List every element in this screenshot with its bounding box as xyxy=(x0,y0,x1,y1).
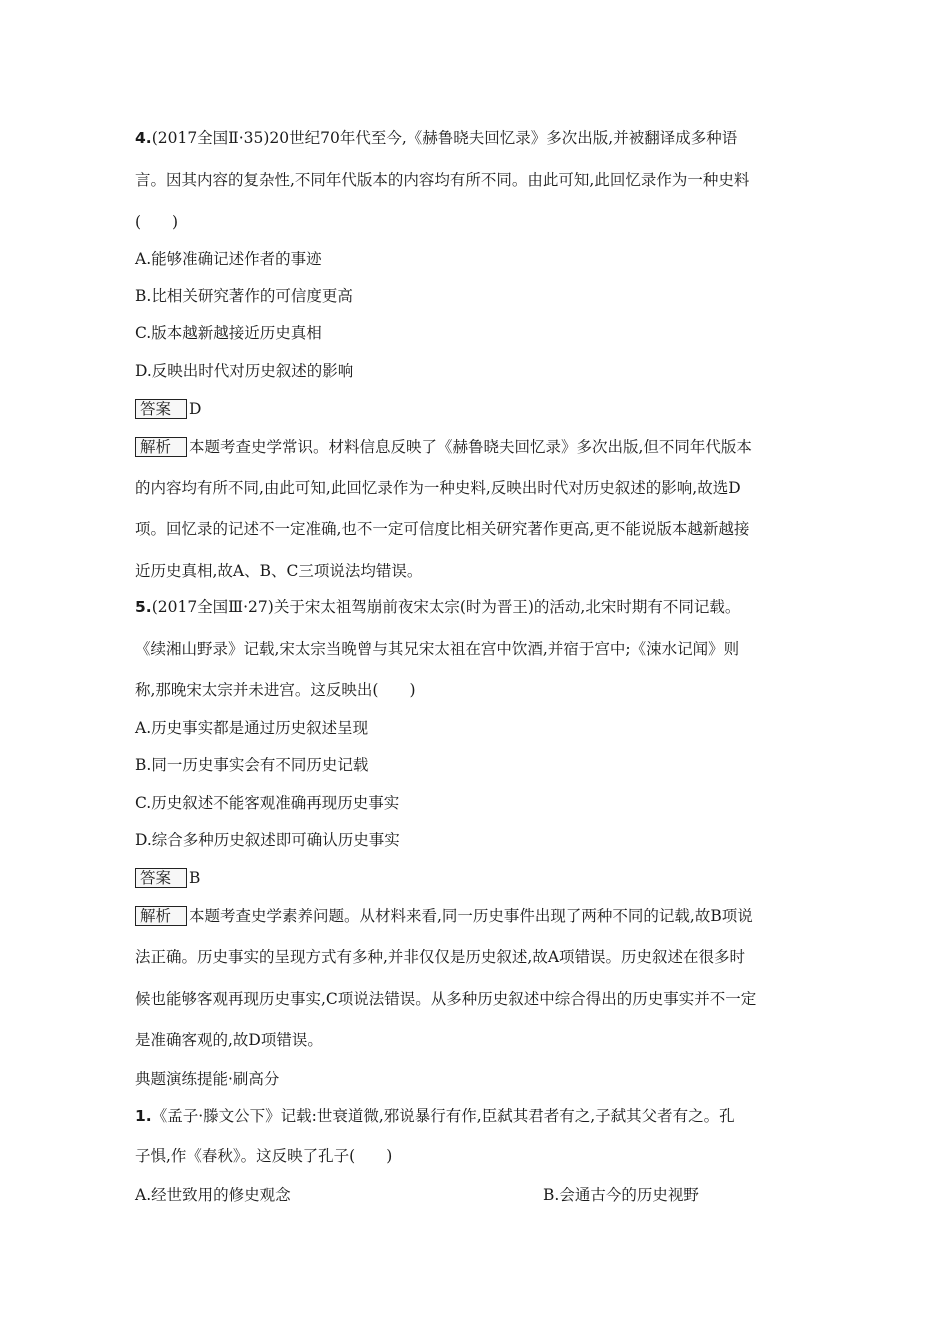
q5-option-c: C.历史叙述不能客观准确再现历史事实 xyxy=(135,794,400,812)
q1-number: 1. xyxy=(135,1107,152,1125)
q5-answer xyxy=(135,868,825,888)
q1-option-a: A.经世致用的修史观念 xyxy=(135,1186,291,1204)
q4-option-d: D.反映出时代对历史叙述的影响 xyxy=(135,362,354,380)
q4-option-b: B.比相关研究著作的可信度更高 xyxy=(135,287,353,305)
q5-stem-line-3: 称,那晚宋太宗并未进宫。这反映出( ) xyxy=(135,681,416,699)
q4-number: 4. xyxy=(135,129,152,147)
q5-option-b: B.同一历史事实会有不同历史记载 xyxy=(135,756,369,774)
q1-option-b: B.会通古今的历史视野 xyxy=(543,1186,699,1204)
q4-analysis-text-1: 本题考查史学常识。材料信息反映了《赫鲁晓夫回忆录》多次出版,但不同年代版本 xyxy=(189,438,752,456)
q5-analysis-line-3: 候也能够客观再现历史事实,C项说法错误。从多种历史叙述中综合得出的历史事实并不一定 xyxy=(135,990,757,1008)
q5-analysis-text-1: 本题考查史学素养问题。从材料来看,同一历史事件出现了两种不同的记载,故B项说 xyxy=(189,907,753,925)
q5-stem-line-2: 《续湘山野录》记载,宋太宗当晚曾与其兄宋太祖在宫中饮酒,并宿于宫中;《涑水记闻》则 xyxy=(135,640,740,658)
q5-analysis-line-4: 是准确客观的,故D项错误。 xyxy=(135,1031,323,1049)
q4-option-a: A.能够准确记述作者的事迹 xyxy=(135,250,322,268)
q4-stem-line-2: 言。因其内容的复杂性,不同年代版本的内容均有所不同。由此可知,此回忆录作为一种史料 xyxy=(135,171,750,189)
q1-options-row xyxy=(135,1185,825,1205)
q5-answer-value: B xyxy=(189,869,201,887)
q4-analysis-line-2: 的内容均有所不同,由此可知,此回忆录作为一种史料,反映出时代对历史叙述的影响,故选D xyxy=(135,479,741,497)
q4-option-c: C.版本越新越接近历史真相 xyxy=(135,324,322,342)
q4-answer-value: D xyxy=(189,400,202,418)
q4-stem-line-1 xyxy=(135,128,825,148)
q5-analysis-line-2: 法正确。历史事实的呈现方式有多种,并非仅仅是历史叙述,故A项错误。历史叙述在很多时 xyxy=(135,948,746,966)
q5-text-1: (2017全国Ⅲ·27)关于宋太祖驾崩前夜宋太宗(时为晋王)的活动,北宋时期有不同记载。 xyxy=(151,598,741,616)
q4-analysis-line-4: 近历史真相,故A、B、C三项说法均错误。 xyxy=(135,562,423,580)
q5-number: 5. xyxy=(135,598,152,616)
q4-answer xyxy=(135,399,825,419)
q4-text-1: (2017全国Ⅱ·35)20世纪70年代至今,《赫鲁晓夫回忆录》多次出版,并被翻译成多种语 xyxy=(151,129,738,147)
analysis-label: 解析 xyxy=(135,437,187,457)
q5-option-a: A.历史事实都是通过历史叙述呈现 xyxy=(135,719,369,737)
q1-stem-line-2: 子惧,作《春秋》。这反映了孔子( ) xyxy=(135,1147,393,1165)
q1-text-1: 《孟子·滕文公下》记载:世衰道微,邪说暴行有作,臣弑其君者有之,子弑其父者有之。孔 xyxy=(151,1107,735,1125)
q5-analysis-line-1 xyxy=(135,906,825,926)
answer-label: 答案 xyxy=(135,399,187,419)
analysis-label: 解析 xyxy=(135,906,187,926)
q4-analysis-line-1 xyxy=(135,437,825,457)
q5-option-d: D.综合多种历史叙述即可确认历史事实 xyxy=(135,831,400,849)
q4-blank: ( ) xyxy=(135,213,179,231)
q5-stem-line-1 xyxy=(135,597,825,617)
q4-analysis-line-3: 项。回忆录的记述不一定准确,也不一定可信度比相关研究著作更高,更不能说版本越新越接 xyxy=(135,520,750,538)
q1-stem-line-1 xyxy=(135,1106,825,1126)
section-title: 典题演练提能·刷高分 xyxy=(135,1070,280,1088)
answer-label: 答案 xyxy=(135,868,187,888)
